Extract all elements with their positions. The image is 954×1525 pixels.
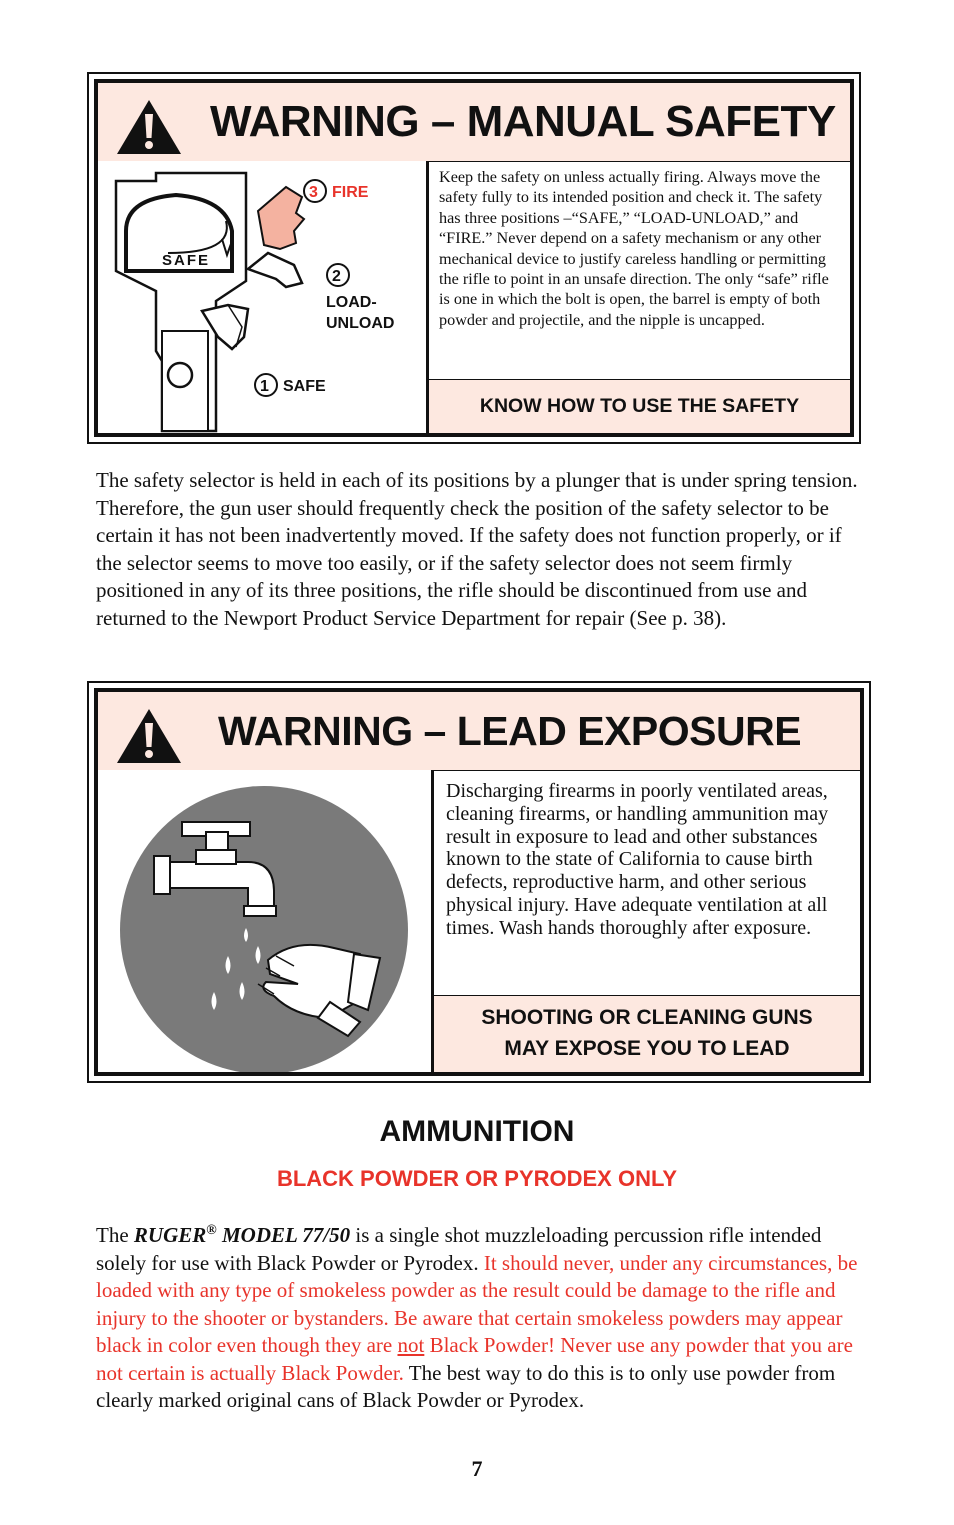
- svg-text:1: 1: [260, 378, 269, 395]
- diagram-unload-label: UNLOAD: [326, 315, 395, 332]
- manual-safety-message: [429, 161, 850, 433]
- manual-safety-body: Keep the safety on unless actually firing. Always move the safety fully to its intended position and check it. The safety has three positions –“SAFE,” “LOAD-UNLOAD,” and “FIRE.” Never depend on a safety mechanism or any other mechanical device to justify careless handling or permitting the rifle to point in an unsafe direction. The only “safe” rifle is one in which the bolt is open, the barrel is empty of both powder and projectile, and the nipple is uncapped.: [439, 168, 829, 329]
- lead-exposure-caption: SHOOTING OR CLEANING GUNS MAY EXPOSE YOU TO LEAD: [434, 995, 860, 1072]
- ammunition-heading: AMMUNITION: [379, 1115, 575, 1148]
- safety-diagram: [98, 161, 429, 433]
- safety-selector-paragraph: The safety selector is held in each of its positions by a plunger that is under spring tension. Therefore, the gun user should frequently check the position of the safety selector to be certain it has not been inadvertently moved. If the safety does not function properly, or if the selector seems to move too easily, or if the safety selector does not seem firmly positioned in any of its three positions, the rifle should be discontinued from use and returned to the Newport Product Service Department for repair (See p. 38).: [96, 468, 858, 630]
- svg-text:3: 3: [309, 184, 318, 201]
- warning-triangle-icon: [114, 97, 184, 157]
- hand-washing-illustration: [98, 770, 434, 1072]
- diagram-load-label: LOAD-: [326, 294, 377, 311]
- page-number: 7: [471, 1456, 483, 1481]
- lead-exposure-warning: [87, 681, 871, 1083]
- lead-exposure-body: Discharging firearms in poorly ventilated areas, cleaning firearms, or handling ammunition may result in exposure to lead and other substances known to the state of California to cause birth defects, reproductive harm, and other serious physical injury. Have adequate ventilation at all times. Wash hands thoroughly after exposure.: [446, 780, 829, 939]
- diagram-selector-label: SAFE: [162, 252, 211, 269]
- svg-text:2: 2: [332, 268, 341, 285]
- model-name: MODEL 77/50: [216, 1223, 351, 1247]
- manual-safety-header: [98, 83, 850, 162]
- warning-triangle-icon: [114, 706, 184, 766]
- ruger-brand: RUGER: [133, 1223, 207, 1247]
- lead-exposure-message: [434, 770, 860, 1072]
- diagram-fire-label: FIRE: [332, 184, 369, 201]
- faucet-and-hands-icon: [98, 770, 431, 1072]
- manual-safety-warning: [87, 72, 861, 444]
- manual-safety-title: WARNING – MANUAL SAFETY: [210, 97, 836, 146]
- lead-exposure-title: WARNING – LEAD EXPOSURE: [218, 708, 802, 754]
- safety-selector-illustration: [98, 161, 426, 433]
- lead-exposure-header: [98, 692, 860, 771]
- diagram-safe-label: SAFE: [283, 378, 326, 395]
- manual-safety-caption: KNOW HOW TO USE THE SAFETY: [429, 379, 850, 433]
- ammunition-subheading: BLACK POWDER OR PYRODEX ONLY: [276, 1166, 678, 1191]
- ammunition-paragraph: The RUGER® MODEL 77/50 is a single shot muzzleloading percussion rifle intended solely for use with Black Powder or Pyrodex. It should never, under any circumstances, be loaded with any type of smokeless powder as the result could be damage to the rifle and injury to the shooter or bystanders. Be aware that certain smokeless powders may appear black in color even though they are not Black Powder! Never use any powder that you are not certain is actually Black Powder. The best way to do this is to only use powder from clearly marked original cans of Black Powder or Pyrodex.: [96, 1223, 858, 1412]
